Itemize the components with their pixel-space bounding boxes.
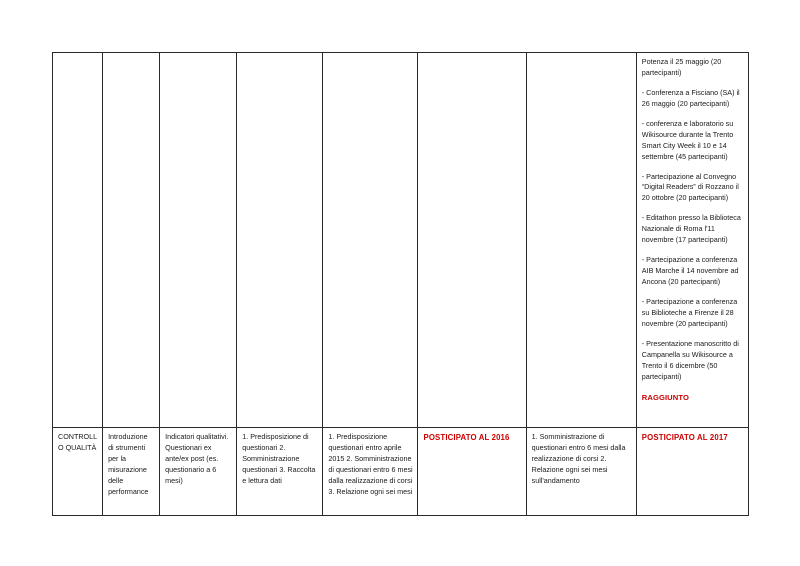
table-cell-category xyxy=(53,428,103,516)
status-badge: RAGGIUNTO xyxy=(641,392,689,402)
table-cell xyxy=(323,428,418,516)
cell-text: Introduzione di strumenti per la misurazione delle performance xyxy=(108,432,149,496)
event-item: - Editathon presso la Biblioteca Nazionale di Roma l'11 novembre (17 partecipanti) xyxy=(641,213,741,245)
events-list xyxy=(642,57,744,403)
table-cell xyxy=(103,53,160,428)
table-cell xyxy=(526,428,636,516)
table-cell xyxy=(53,53,103,428)
table-row xyxy=(53,53,749,428)
table-cell-status xyxy=(636,428,748,516)
event-item: - Partecipazione al Convegno “Digital Readers” di Rozzano il 20 ottobre (20 partecipanti) xyxy=(641,171,739,203)
table-cell xyxy=(237,428,323,516)
report-table xyxy=(52,52,749,516)
table-cell xyxy=(103,428,160,516)
table-row xyxy=(53,428,749,516)
table-cell-events-list xyxy=(636,53,748,428)
event-item: - Partecipazione a conferenza AIB Marche il 14 novembre ad Ancona (20 partecipanti) xyxy=(641,255,739,286)
cell-text: Indicatori qualitativi. Questionari ex ante/ex post (es. questionario a 6 mesi) xyxy=(165,432,229,485)
cell-text: 1. Somministrazione di questionari entro 6 mesi dalla realizzazione di corsi 2. Relazione ogni sei mesi sull'andamento xyxy=(531,432,626,485)
table-cell xyxy=(323,53,418,428)
status-badge: POSTICIPATO AL 2016 xyxy=(423,433,510,442)
event-item: Potenza il 25 maggio (20 partecipanti) xyxy=(641,57,722,77)
table-cell xyxy=(160,428,237,516)
cell-text: CONTROLLO QUALITÀ xyxy=(58,432,98,452)
cell-text: 1. Predisposizione questionari entro aprile 2015 2. Somministrazione di questionari entro 6 mesi dalla realizzazione di corsi 3. Relazione ogni sei mesi xyxy=(328,432,413,496)
event-item: - Conferenza a Fisciano (SA) il 26 maggio (20 partecipanti) xyxy=(641,87,740,108)
cell-text: 1. Predisposizione di questionari 2. Somministrazione questionari 3. Raccolta e lettura dati xyxy=(242,432,316,485)
event-item: - Partecipazione a conferenza su Biblioteche a Firenze il 28 novembre (20 partecipanti) xyxy=(641,296,738,328)
table-cell xyxy=(418,53,526,428)
table-cell-status xyxy=(418,428,526,516)
table-cell xyxy=(526,53,636,428)
table-cell xyxy=(237,53,323,428)
event-item: - Presentazione manoscritto di Campanella su Wikisource a Trento il 6 dicembre (50 partecipanti) xyxy=(641,338,739,381)
table-cell xyxy=(160,53,237,428)
status-badge: POSTICIPATO AL 2017 xyxy=(641,433,728,442)
event-item: - conferenza e laboratorio su Wikisource durante la Trento Smart City Week il 10 e 14 settembre (45 partecipanti) xyxy=(641,118,734,161)
